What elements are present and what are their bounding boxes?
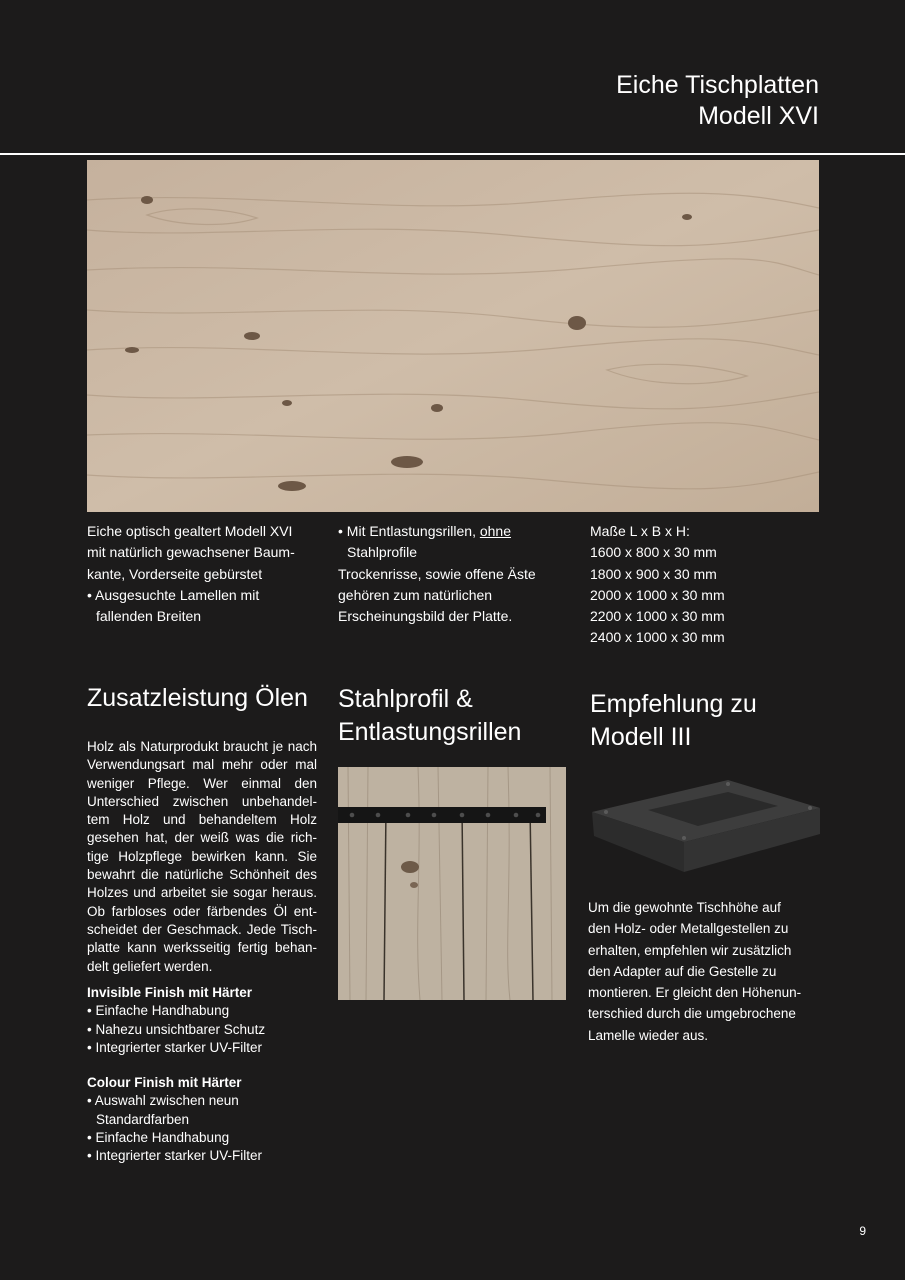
- heading-line: Stahlprofil &: [338, 685, 473, 713]
- dimensions-heading: Maße L x B x H:: [590, 523, 690, 539]
- adapter-photo: [588, 770, 824, 880]
- invisible-finish-list: [87, 984, 327, 1057]
- dimension-size: 2200 x 1000 x 30 mm: [590, 608, 725, 625]
- recommendation-line: terschied durch die umgebrochene: [588, 1006, 796, 1022]
- list-item-cont: Standardfarben: [96, 1111, 190, 1127]
- intro-text: gehören zum natürlichen: [338, 586, 493, 603]
- page-number: 9: [859, 1224, 866, 1238]
- recommendation-text: [588, 897, 820, 1046]
- heading-line: Empfehlung zu: [590, 690, 757, 718]
- recommendation-line: den Adapter auf die Gestelle zu: [588, 963, 777, 979]
- intro-bullet-cont: fallenden Breiten: [96, 608, 202, 625]
- list-item: • Einfache Handhabung: [87, 1003, 230, 1019]
- intro-column-3-dimensions: [590, 521, 820, 649]
- list-item: • Einfache Handhabung: [87, 1129, 230, 1145]
- heading-steel-profile: [338, 683, 578, 749]
- intro-text: kante, Vorderseite gebürstet: [87, 565, 263, 582]
- bullet-text: • Mit Entlastungsrillen,: [338, 523, 480, 539]
- recommendation-line: Um die gewohnte Tischhöhe auf: [588, 900, 781, 915]
- dimension-size: 2400 x 1000 x 30 mm: [590, 629, 725, 646]
- colour-finish-list: [87, 1074, 327, 1165]
- dimension-size: 1600 x 800 x 30 mm: [590, 544, 717, 561]
- list-heading: Colour Finish mit Härter: [87, 1075, 242, 1090]
- list-heading: Invisible Finish mit Härter: [87, 985, 253, 1000]
- intro-column-1: [87, 521, 317, 627]
- steel-profile-photo: [338, 767, 566, 1000]
- oil-body-text: Holz als Naturprodukt braucht je nach Verwendungsart mal mehr oder mal weniger Pflege. Wer einmal den Unterschied zwischen unbehandel-tem Holz und behandeltem Holz gesehen hat, der weiß was die rich-tige Holzpflege bewirken kann. Sie bewahrt die natürliche Schönheit des Holzes und arbeitet sie sogar heraus. Ob farbloses oder färbendes Öl ent-scheidet der Geschmack. Jede Tisch-platte kann werksseitig fertig behan-delt geliefert werden.: [87, 739, 317, 974]
- title-line-1: Eiche Tischplatten: [616, 71, 819, 99]
- dimension-size: 2000 x 1000 x 30 mm: [590, 586, 725, 603]
- title-line-2: Modell XVI: [698, 102, 819, 130]
- page-title: [419, 70, 819, 132]
- heading-line: Modell III: [590, 723, 692, 751]
- list-item: • Auswahl zwischen neun: [87, 1093, 239, 1109]
- list-item: • Nahezu unsichtbarer Schutz: [87, 1021, 266, 1037]
- recommendation-line: Lamelle wieder aus.: [588, 1027, 709, 1043]
- heading-recommendation: [590, 688, 830, 754]
- heading-oil-service: Zusatzleistung Ölen: [87, 684, 308, 712]
- intro-text: Trockenrisse, sowie offene Äste: [338, 565, 536, 582]
- header-divider: [0, 153, 905, 155]
- intro-bullet: • Ausgesuchte Lamellen mit: [87, 586, 260, 603]
- oak-tabletop-photo: [87, 160, 819, 512]
- intro-text: mit natürlich gewachsener Baum-: [87, 544, 295, 561]
- list-item: • Integrierter starker UV-Filter: [87, 1148, 263, 1164]
- recommendation-line: erhalten, empfehlen wir zusätzlich: [588, 942, 792, 958]
- recommendation-line: montieren. Er gleicht den Höhenun-: [588, 985, 802, 1001]
- intro-text: Erscheinungsbild der Platte.: [338, 608, 513, 625]
- list-item: • Integrierter starker UV-Filter: [87, 1039, 263, 1055]
- intro-bullet-cont: Stahlprofile: [347, 544, 418, 561]
- intro-text: Eiche optisch gealtert Modell XVI: [87, 523, 293, 539]
- dimension-size: 1800 x 900 x 30 mm: [590, 565, 717, 582]
- heading-line: Entlastungsrillen: [338, 718, 522, 746]
- intro-column-2: [338, 521, 578, 627]
- intro-bullet: [338, 521, 578, 542]
- recommendation-line: den Holz- oder Metallgestellen zu: [588, 921, 789, 937]
- underlined-text: ohne: [479, 523, 512, 539]
